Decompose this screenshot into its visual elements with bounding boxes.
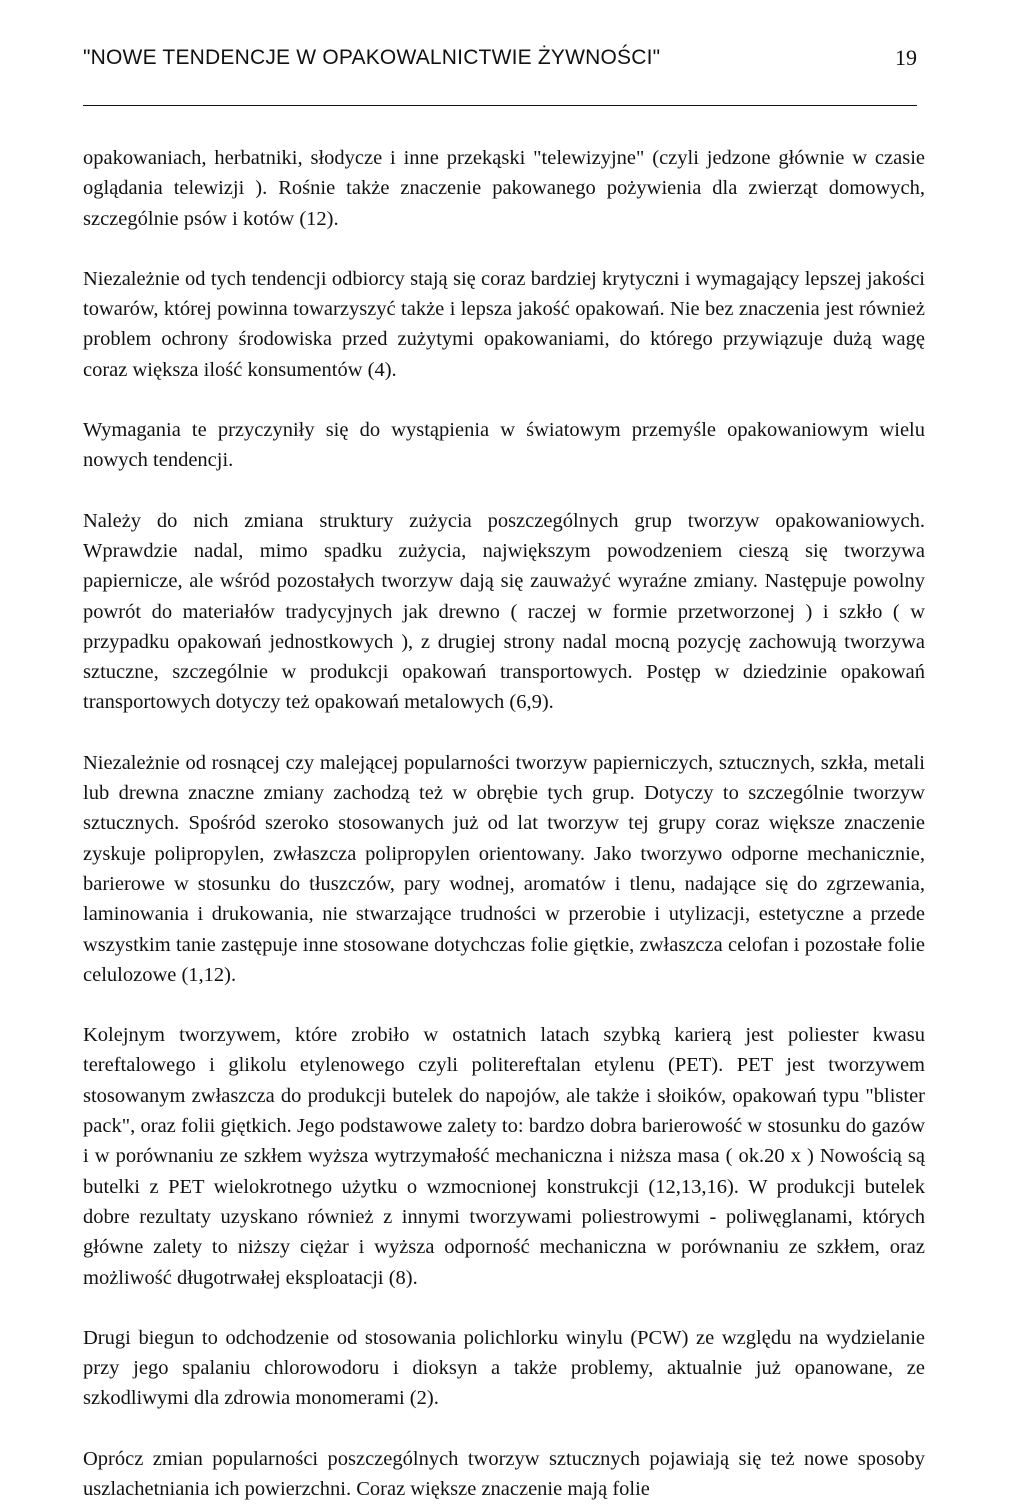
paragraph: Oprócz zmian popularności poszczególnych tworzyw sztucznych pojawiają się też nowe sposoby uszlachetniania ich powierzchni. Coraz większe znaczenie mają folie [83, 1447, 925, 1500]
paragraph: Niezależnie od rosnącej czy malejącej popularności tworzyw papierniczych, sztucznych, szkła, metali lub drewna znaczne zmiany zachodzą też w obrębie tych grup. Dotyczy to szczególnie tworzyw sztucznych. Spośród szeroko stosowanych już od lat tworzyw tej grupy coraz większe znaczenie zyskuje polipropylen, zwłaszcza polipropylen orientowany. Jako tworzywo odporne mechanicznie, barierowe w stosunku do tłuszczów, pary wodnej, aromatów i tlenu, nadające się do zgrzewania, laminowania i drukowania, nie stwarzające trudności w przerobie i utylizacji, estetyczne a przede wszystkim tanie zastępuje inne stosowane dotychczas folie giętkie, zwłaszcza celofan i pozostałe folie celulozowe (1,12). [83, 751, 925, 986]
paragraph: opakowaniach, herbatniki, słodycze i inne przekąski "telewizyjne" (czyli jedzone głównie w czasie oglądania telewizji ). Rośnie także znaczenie pakowanego pożywienia dla zwierząt domowych, szczególnie psów i kotów (12). [83, 147, 925, 230]
paragraph: Wymagania te przyczyniły się do wystąpienia w światowym przemyśle opakowaniowym wielu nowych tendencji. [83, 419, 925, 472]
running-title: "NOWE TENDENCJE W OPAKOWALNICTWIE ŻYWNOŚCI" [83, 46, 661, 69]
paragraph: Niezależnie od tych tendencji odbiorcy stają się coraz bardziej krytyczni i wymagający lepszej jakości towarów, której powinna towarzyszyć także i lepsza jakość opakowań. Nie bez znaczenia jest również problem ochrony środowiska przed zużytymi opakowaniami, do którego przywiązuje dużą wagę coraz większa ilość konsumentów (4). [83, 267, 925, 381]
page-number: 19 [895, 45, 917, 70]
paragraph: Drugi biegun to odchodzenie od stosowania polichlorku winylu (PCW) ze względu na wydzielanie przy jego spalaniu chlorowodoru i dioksyn a także problemy, aktualnie już opanowane, ze szkodliwymi dla zdrowia monomerami (2). [83, 1326, 925, 1410]
header-rule [83, 105, 917, 106]
paragraph: Kolejnym tworzywem, które zrobiło w ostatnich latach szybką karierą jest poliester kwasu tereftalowego i glikolu etylenowego czyli politereftalan etylenu (PET). PET jest tworzywem stosowanym zwłaszcza do produkcji butelek do napojów, ale także i słoików, opakowań typu "blister pack", oraz folii giętkich. Jego podstawowe zalety to: bardzo dobra barierowość w stosunku do gazów i w porównaniu ze szkłem wyższa wytrzymałość mechaniczna i niższa masa ( ok.20 x ) Nowością są butelki z PET wielokrotnego użytku o wzmocnionej konstrukcji (12,13,16). W produkcji butelek dobre rezultaty uzyskano również z innymi tworzywami poliestrowymi - poliwęglanami, których główne zalety to niższy ciężar i wyższa odporność mechaniczna w porównaniu ze szkłem, oraz możliwość długotrwałej eksploatacji (8). [83, 1024, 925, 1289]
body-text [83, 143, 925, 1504]
page-header [83, 44, 917, 80]
paragraph: Należy do nich zmiana struktury zużycia poszczególnych grup tworzyw opakowaniowych. Wprawdzie nadal, mimo spadku zużycia, największym powodzeniem cieszą się tworzywa papiernicze, ale wśród pozostałych tworzyw dają się zauważyć wyraźne zmiany. Następuje powolny powrót do materiałów tradycyjnych jak drewno ( raczej w formie przetworzonej ) i szkło ( w przypadku opakowań jednostkowych ), z drugiej strony nadal mocną pozycję zachowują tworzywa sztuczne, szczególnie w produkcji opakowań transportowych. Postęp w dziedzinie opakowań transportowych dotyczy też opakowań metalowych (6,9). [83, 509, 925, 714]
